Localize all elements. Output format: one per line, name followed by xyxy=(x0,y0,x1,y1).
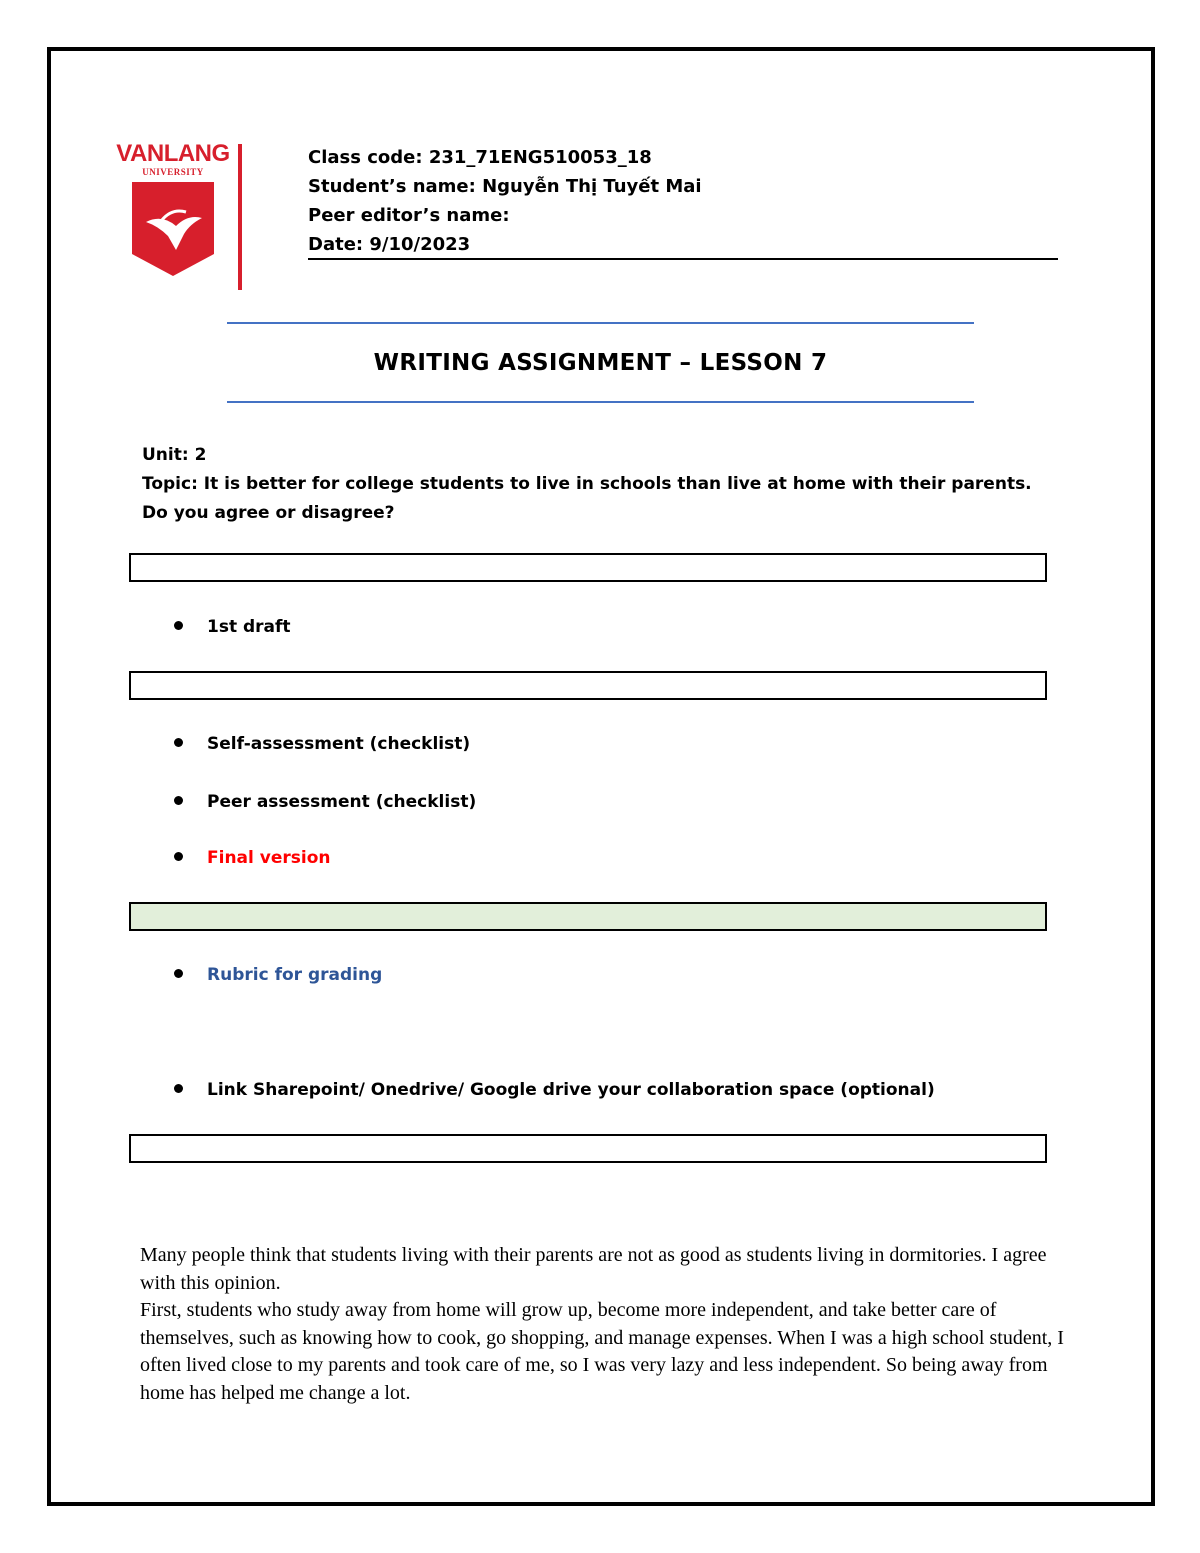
shield-icon xyxy=(132,182,214,278)
title-rule-bottom xyxy=(227,401,974,403)
header-divider xyxy=(308,258,1058,260)
peer-editor-name: Peer editor’s name: xyxy=(308,205,510,226)
page-title: WRITING ASSIGNMENT – LESSON 7 xyxy=(373,350,828,376)
unit-label: Unit: 2 xyxy=(142,445,207,465)
bullet-icon xyxy=(174,1084,183,1093)
bullet-icon xyxy=(174,738,183,747)
university-logo xyxy=(112,140,252,290)
date: Date: 9/10/2023 xyxy=(308,234,471,255)
logo-divider xyxy=(238,144,242,290)
bullet-first-draft: 1st draft xyxy=(174,617,291,637)
topic-line: Topic: It is better for college students to live in schools than live at home with their parents. xyxy=(142,474,1032,494)
title-rule-top xyxy=(227,322,974,324)
bullet-collaboration-link: Link Sharepoint/ Onedrive/ Google drive your collaboration space (optional) xyxy=(174,1080,935,1100)
assignment-info xyxy=(142,441,1032,528)
student-name: Student’s name: Nguyễn Thị Tuyết Mai xyxy=(308,176,702,197)
logo-subtitle: UNIVERSITY xyxy=(142,167,204,177)
section-box-highlighted xyxy=(129,902,1047,931)
bullet-icon xyxy=(174,852,183,861)
logo-name: VANLANG xyxy=(116,140,230,167)
class-code: Class code: 231_71ENG510053_18 xyxy=(308,147,652,168)
header-info xyxy=(308,143,702,259)
essay-paragraph: Many people think that students living with their parents are not as good as students living in dormitories. I agree with this opinion. xyxy=(140,1244,1047,1294)
bullet-self-assessment: Self-assessment (checklist) xyxy=(174,734,470,754)
link-box xyxy=(129,1134,1047,1163)
bullet-icon xyxy=(174,969,183,978)
essay-text xyxy=(140,1242,1070,1407)
bullet-icon xyxy=(174,796,183,805)
bullet-rubric: Rubric for grading xyxy=(174,965,382,985)
bullet-final-version: Final version xyxy=(174,848,330,868)
essay-paragraph: First, students who study away from home will grow up, become more independent, and take better care of themselves, such as knowing how to cook, go shopping, and manage expenses. When I was a high school student, I often lived close to my parents and took care of me, so I was very lazy and less independent. So being away from home has helped me change a lot. xyxy=(140,1299,1064,1404)
topic-question: Do you agree or disagree? xyxy=(142,503,395,523)
bullet-icon xyxy=(174,621,183,630)
section-box xyxy=(129,671,1047,700)
bullet-peer-assessment: Peer assessment (checklist) xyxy=(174,792,476,812)
section-box xyxy=(129,553,1047,582)
